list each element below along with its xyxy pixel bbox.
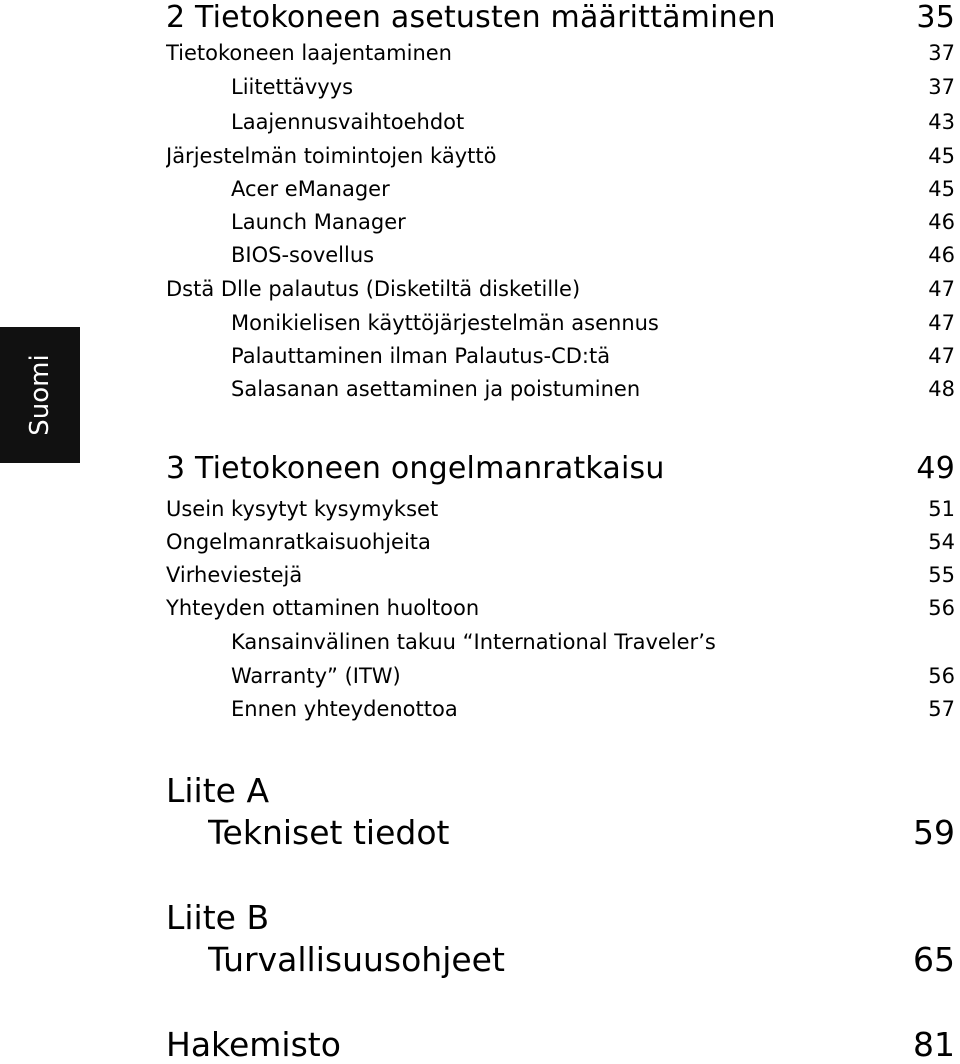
toc-entry-label: 2 Tietokoneen asetusten määrittäminen [166,0,776,35]
toc-page-number: 46 [928,210,955,234]
toc-entry[interactable] [231,377,955,401]
toc-entry[interactable] [166,596,955,620]
toc-entry-label: Järjestelmän toimintojen käyttö [166,144,497,168]
toc-chapter-3[interactable] [166,451,955,486]
toc-entry[interactable] [231,630,955,654]
toc-entry[interactable] [166,530,955,554]
toc-entry-label: Monikielisen käyttöjärjestelmän asennus [231,311,659,335]
toc-page-number: 56 [928,664,955,688]
toc-entry-label: Hakemisto [166,1025,341,1064]
toc-entry-label: Acer eManager [231,177,390,201]
toc-page-number: 37 [928,41,955,65]
toc-entry-label: Kansainvälinen takuu “International Traveler’s [231,630,716,654]
toc-entry-label: Salasanan asettaminen ja poistuminen [231,377,641,401]
toc-entry-label: Turvallisuusohjeet [208,940,505,979]
toc-entry-label: Virheviestejä [166,563,303,587]
toc-page-number: 47 [928,344,955,368]
toc-page-number: 47 [928,311,955,335]
toc-appendix-a-heading [166,771,955,810]
toc-entry-label: Laajennusvaihtoehdot [231,110,465,134]
toc-page-number: 45 [928,177,955,201]
toc-entry[interactable] [231,243,955,267]
toc-page-number: 81 [913,1025,955,1064]
toc-page-number: 65 [913,940,955,979]
toc-entry-label: Ongelmanratkaisuohjeita [166,530,431,554]
toc-entry[interactable] [231,75,955,99]
toc-entry[interactable] [231,177,955,201]
toc-entry[interactable] [231,311,955,335]
toc-entry-label: Liite B [166,898,270,937]
toc-entry[interactable] [231,210,955,234]
toc-entry-label: Liite A [166,771,270,810]
toc-entry[interactable] [231,344,955,368]
toc-page-number: 59 [913,813,955,852]
toc-entry[interactable] [166,497,955,521]
toc-entry[interactable] [231,664,955,688]
toc-entry-label: 3 Tietokoneen ongelmanratkaisu [166,451,665,486]
toc-appendix-b-heading [166,898,955,937]
toc-appendix-b-entry[interactable] [208,940,955,979]
toc-page-number: 37 [928,75,955,99]
toc-page-number: 57 [928,697,955,721]
toc-page-number: 55 [928,563,955,587]
toc-page-number: 43 [928,110,955,134]
toc-index-entry[interactable] [166,1025,955,1064]
toc-page-number: 47 [928,277,955,301]
toc-entry[interactable] [166,277,955,301]
toc-entry[interactable] [166,144,955,168]
toc-entry-label: Warranty” (ITW) [231,664,401,688]
toc-page-number: 51 [928,497,955,521]
toc-page-number: 48 [928,377,955,401]
toc-entry-label: Tietokoneen laajentaminen [166,41,452,65]
toc-page-number: 54 [928,530,955,554]
toc-appendix-a-entry[interactable] [208,813,955,852]
toc-entry[interactable] [166,41,955,65]
toc-entry[interactable] [231,697,955,721]
toc-entry-label: Ennen yhteydenottoa [231,697,458,721]
toc-page-number: 56 [928,596,955,620]
toc-entry-label: Liitettävyys [231,75,354,99]
toc-page-number: 45 [928,144,955,168]
toc-entry[interactable] [166,563,955,587]
toc-entry-label: Dstä Dlle palautus (Disketiltä disketille) [166,277,581,301]
toc-page-number: 46 [928,243,955,267]
toc-entry-label: Tekniset tiedot [208,813,450,852]
toc-page-number: 49 [916,451,955,486]
toc-entry-label: Usein kysytyt kysymykset [166,497,439,521]
toc-entry-label: Launch Manager [231,210,406,234]
language-tab-label: Suomi [25,354,55,436]
toc-entry[interactable] [231,110,955,134]
toc-entry-label: BIOS-sovellus [231,243,375,267]
toc-entry-label: Palauttaminen ilman Palautus-CD:tä [231,344,611,368]
toc-entry-label: Yhteyden ottaminen huoltoon [166,596,480,620]
toc-page-number: 35 [916,0,955,35]
toc-chapter-2[interactable] [166,0,955,35]
